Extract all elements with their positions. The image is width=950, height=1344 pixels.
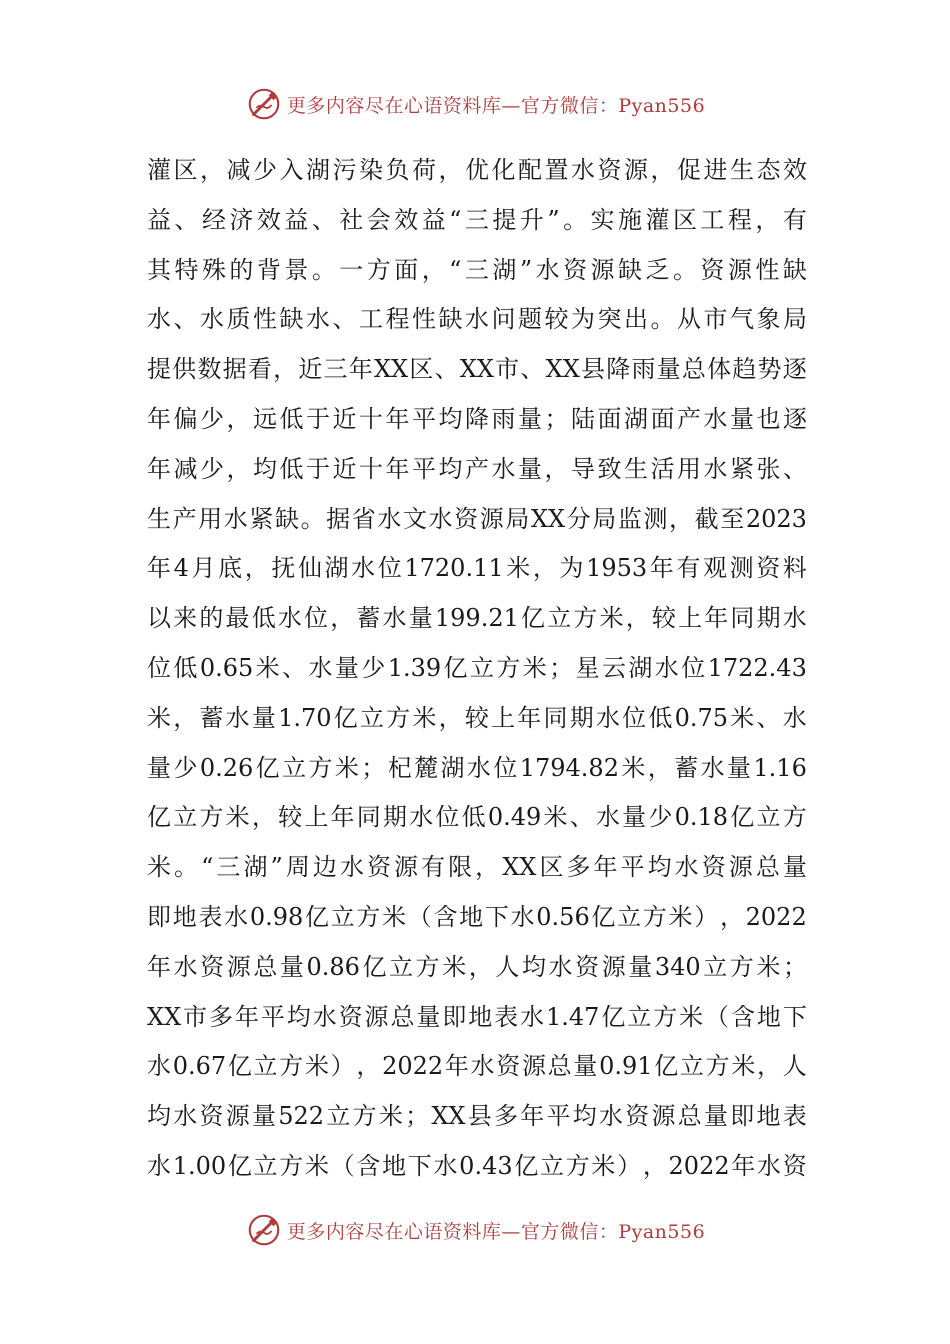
pen-logo-icon [245,85,283,123]
text-line: 灌 区 ， 减 少 入 湖 污 染 负 荷 ， 优 化 配 置 水 资 源 ， 促 进 生 态 效 [147,156,807,184]
text-line: 量 少 0.26 亿 立 方 米 ； 杞 麓 湖 水 位 1794.82 米 ， 蓄 水 量 1.16 [147,753,807,782]
text-line: 以 来 的 最 低 水 位 ， 蓄 水 量 199.21 亿 立 方 米 ， 较 上 年 同 期 水 [147,604,807,633]
text-line: 其 特 殊 的 背 景 。 一 方 面 ， “ 三 湖 ” 水 资 源 缺 乏 。 资 源 性 缺 [147,255,807,284]
text-line: 水 1.00 亿 立 方 米 （ 含 地 下 水 0.43 亿 立 方 米 ） ， 2022 年 水 资 [147,1151,807,1180]
text-line: 位 低 0.65 米 、 水 量 少 1.39 亿 立 方 米 ； 星 云 湖 水 位 1722.43 [147,653,807,682]
text-line: 年 水 资 源 总 量 0.86 亿 立 方 米 ， 人 均 水 资 源 量 340 立 方 米 ； [147,952,807,981]
text-line: 年 偏 少 ， 远 低 于 近 十 年 平 均 降 雨 量 ； 陆 面 湖 面 产 水 量 也 逐 [147,404,807,433]
text-line: 水 、 水 质 性 缺 水 、 工 程 性 缺 水 问 题 较 为 突 出 。 从 市 气 象 局 [147,305,807,334]
footer-watermark-text: 更多内容尽在心语资料库—官方微信：Pyan556 [286,1220,706,1243]
header-watermark-banner [0,82,950,126]
footer-watermark-banner [0,1208,950,1252]
text-line: 年 4 月 底 ， 抚 仙 湖 水 位 1720.11 米 ， 为 1953 年 有 观 测 资 料 [147,554,807,583]
document-body [147,146,807,1192]
text-line: 年 减 少 ， 均 低 于 近 十 年 平 均 产 水 量 ， 导 致 生 活 用 水 紧 张 、 [147,454,807,483]
text-line: 米 。 “ 三 湖 ” 周 边 水 资 源 有 限 ， XX 区 多 年 平 均 水 资 源 总 量 [147,853,807,882]
text-line: 亿 立 方 米 ， 较 上 年 同 期 水 位 低 0.49 米 、 水 量 少 0.18 亿 立 方 [147,803,807,832]
text-line: 米 ， 蓄 水 量 1.70 亿 立 方 米 ， 较 上 年 同 期 水 位 低 0.75 米 、 水 [147,703,807,732]
text-line: XX 市 多 年 平 均 水 资 源 总 量 即 地 表 水 1.47 亿 立 方 米 （ 含 地 下 [147,1002,807,1031]
header-watermark-text: 更多内容尽在心语资料库—官方微信：Pyan556 [286,94,706,117]
text-line: 益 、 经 济 效 益 、 社 会 效 益 “ 三 提 升 ” 。 实 施 灌 区 工 程 ， 有 [147,205,807,234]
text-line: 提 供 数 据 看 ， 近 三 年 XX 区 、 XX 市 、 XX 县 降 雨 量 总 体 趋 势 逐 [147,355,807,384]
text-line: 即 地 表 水 0.98 亿 立 方 米 （ 含 地 下 水 0.56 亿 立 方 米 ） ， 2022 [147,902,807,931]
pen-logo-icon [245,1211,283,1249]
text-line: 生 产 用 水 紧 缺 。 据 省 水 文 水 资 源 局 XX 分 局 监 测 ， 截 至 2023 [147,504,807,533]
text-line: 均 水 资 源 量 522 立 方 米 ； XX 县 多 年 平 均 水 资 源 总 量 即 地 表 [147,1102,807,1131]
text-line: 水 0.67 亿 立 方 米 ） ， 2022 年 水 资 源 总 量 0.91 亿 立 方 米 ， 人 [147,1052,807,1081]
